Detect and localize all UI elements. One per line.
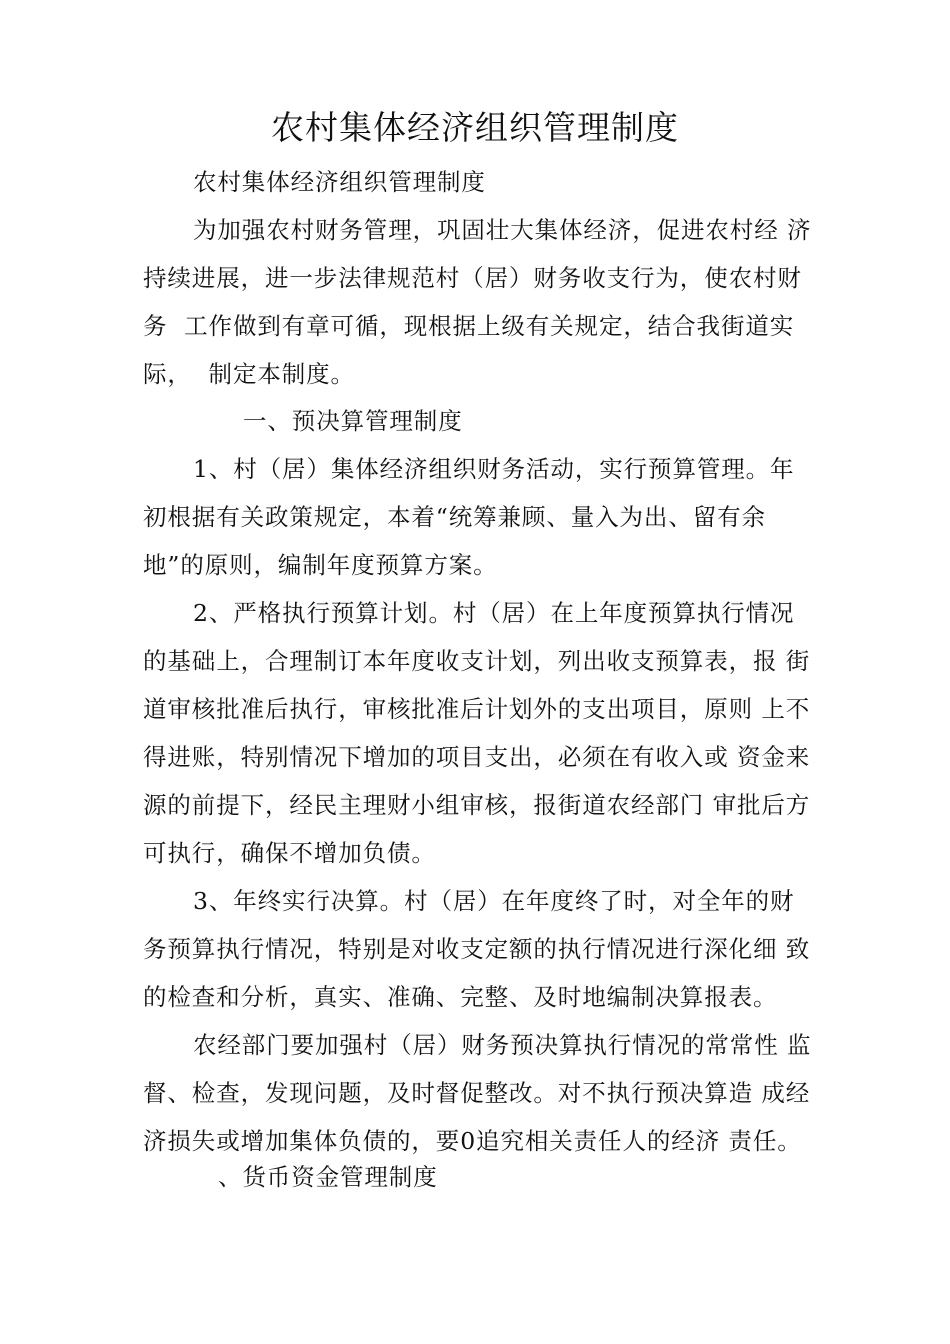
paragraph-line: 得进账，特别情况下增加的项目支出，必须在有收入或 资金来 bbox=[143, 743, 811, 771]
section-heading: 、货币资金管理制度 bbox=[218, 1163, 438, 1191]
paragraph-line: 的检查和分析，真实、准确、完整、及时地编制决算报表。 bbox=[143, 983, 778, 1011]
paragraph-line: 济损失或增加集体负债的，要0追究相关责任人的经济 责任。 bbox=[143, 1127, 802, 1155]
paragraph-line: 3、年终实行决算。村（居）在年度终了时，对全年的财 bbox=[193, 887, 795, 915]
paragraph-line: 1、村（居）集体经济组织财务活动，实行预算管理。年 bbox=[193, 455, 795, 483]
paragraph-line: 农经部门要加强村（居）财务预决算执行情况的常常性 监 bbox=[193, 1031, 812, 1059]
paragraph-line: 务 工作做到有章可循，现根据上级有关规定，结合我街道实 bbox=[143, 312, 795, 340]
document-title: 农村集体经济组织管理制度 bbox=[271, 108, 679, 147]
paragraph-line: 为加强农村财务管理，巩固壮大集体经济，促进农村经 济 bbox=[193, 216, 812, 244]
paragraph-line: 际， 制定本制度。 bbox=[143, 360, 355, 388]
paragraph-line: 持续进展，进一步法律规范村（居）财务收支行为，使农村财 bbox=[143, 264, 802, 292]
paragraph-line: 初根据有关政策规定，本着“统筹兼顾、量入为出、留有余 bbox=[143, 503, 766, 531]
paragraph-line: 督、检查，发现问题，及时督促整改。对不执行预决算造 成经 bbox=[143, 1079, 811, 1107]
paragraph-line: 地”的原则，编制年度预算方案。 bbox=[143, 551, 498, 579]
paragraph-line: 务预算执行情况，特别是对收支定额的执行情况进行深化细 致 bbox=[143, 935, 811, 963]
subtitle-line: 农村集体经济组织管理制度 bbox=[193, 168, 486, 196]
paragraph-line: 可执行，确保不增加负债。 bbox=[143, 839, 436, 867]
paragraph-line: 源的前提下，经民主理财小组审核，报街道农经部门 审批后方 bbox=[143, 791, 811, 819]
section-heading: 一、预决算管理制度 bbox=[243, 407, 463, 435]
paragraph-line: 道审核批准后执行，审核批准后计划外的支出项目，原则 上不 bbox=[143, 695, 811, 723]
paragraph-line: 的基础上，合理制订本年度收支计划，列出收支预算表，报 街 bbox=[143, 647, 811, 675]
paragraph-line: 2、严格执行预算计划。村（居）在上年度预算执行情况 bbox=[193, 599, 795, 627]
